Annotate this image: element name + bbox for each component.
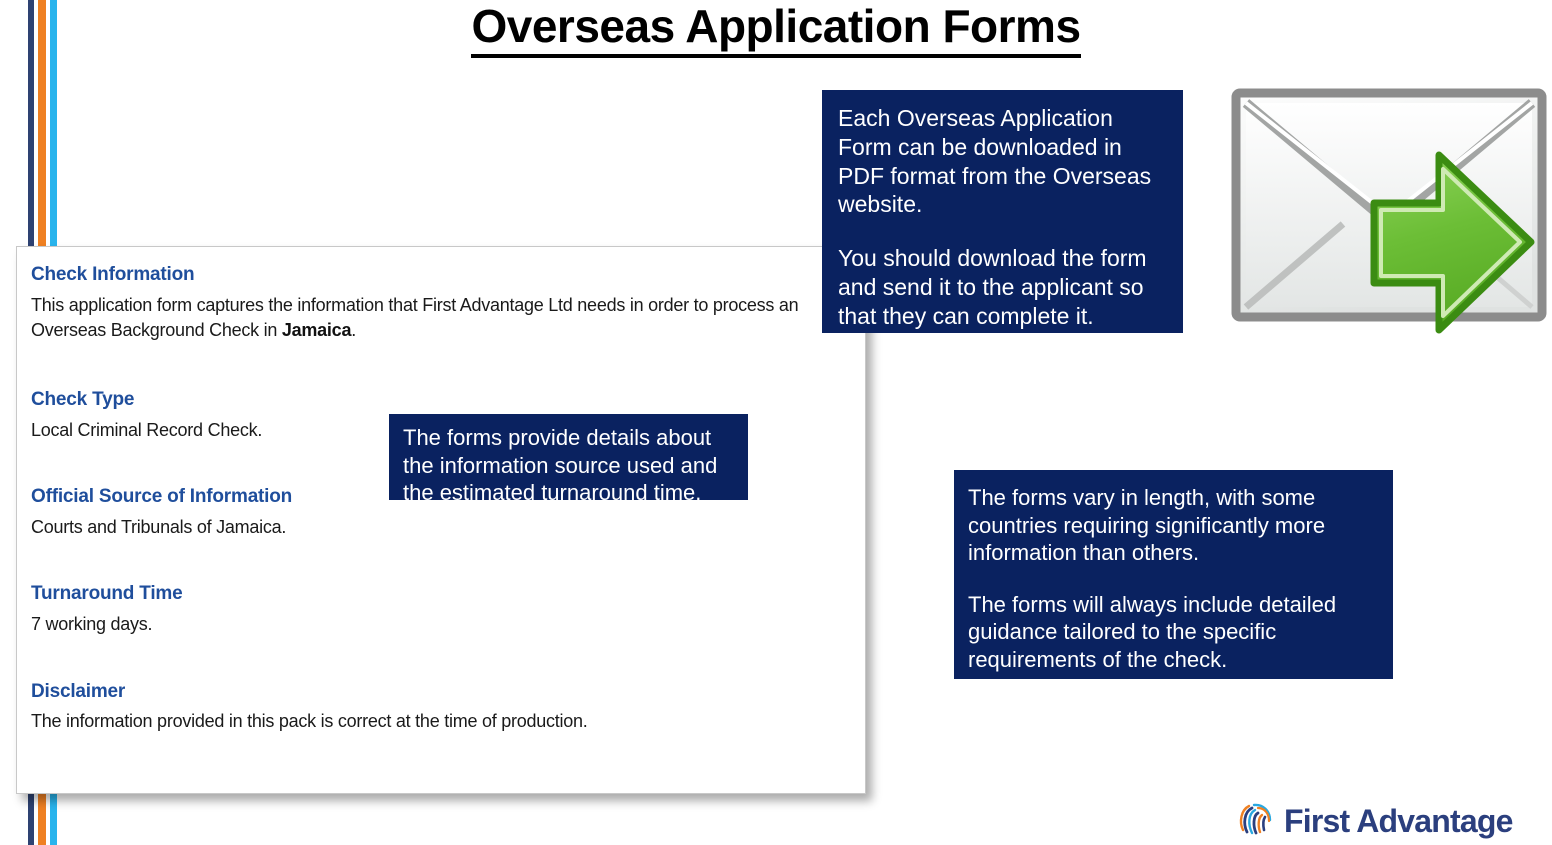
callout-download-paragraph-2: You should download the form and send it to the applicant so that they can complete it. (838, 245, 1147, 329)
application-form-preview-panel[interactable] (16, 246, 866, 794)
brand-logo (1236, 799, 1513, 843)
page-title (0, 2, 1552, 58)
doc-body-check-information (31, 293, 851, 344)
doc-heading-official-source: Official Source of Information (31, 486, 293, 508)
callout-form-length (954, 470, 1393, 679)
doc-body-check-information-suffix: . (351, 320, 356, 341)
doc-section-turnaround-time (31, 582, 851, 637)
doc-body-turnaround-time: 7 working days. (31, 614, 153, 635)
callout-download-instructions (822, 90, 1183, 333)
doc-heading-turnaround-time: Turnaround Time (31, 583, 183, 605)
doc-body-check-information-country: Jamaica (281, 320, 352, 341)
callout-form-details (389, 414, 748, 505)
doc-body-official-source: Courts and Tribunals of Jamaica. (31, 516, 287, 537)
doc-heading-disclaimer: Disclaimer (31, 680, 126, 702)
doc-section-disclaimer (31, 680, 851, 735)
brand-logo-wordmark: First Advantage (1284, 802, 1513, 839)
envelope-forward-icon (1228, 84, 1550, 336)
callout-length-paragraph-2: The forms will always include detailed guidance tailored to the specific requirements of the check. (968, 591, 1337, 672)
callout-download-paragraph-1: Each Overseas Application Form can be downloaded in PDF format from the Overseas website. (838, 105, 1152, 218)
doc-section-check-information (31, 263, 851, 344)
doc-heading-check-information: Check Information (31, 264, 195, 285)
doc-body-check-information-prefix: This application form captures the information that First Advantage Ltd needs in order to process an Overseas Background Check in (31, 294, 799, 341)
doc-heading-check-type: Check Type (31, 388, 135, 410)
callout-details-paragraph-1: The forms provide details about the information source used and the estimated turnaround time. (403, 425, 718, 505)
doc-body-check-type: Local Criminal Record Check. (31, 419, 263, 440)
callout-length-paragraph-1: The forms vary in length, with some countries requiring significantly more information than others. (968, 485, 1326, 565)
page-title-text: Overseas Application Forms (471, 2, 1080, 58)
fingerprint-icon (1236, 799, 1276, 844)
doc-body-disclaimer: The information provided in this pack is correct at the time of production. (31, 711, 588, 732)
